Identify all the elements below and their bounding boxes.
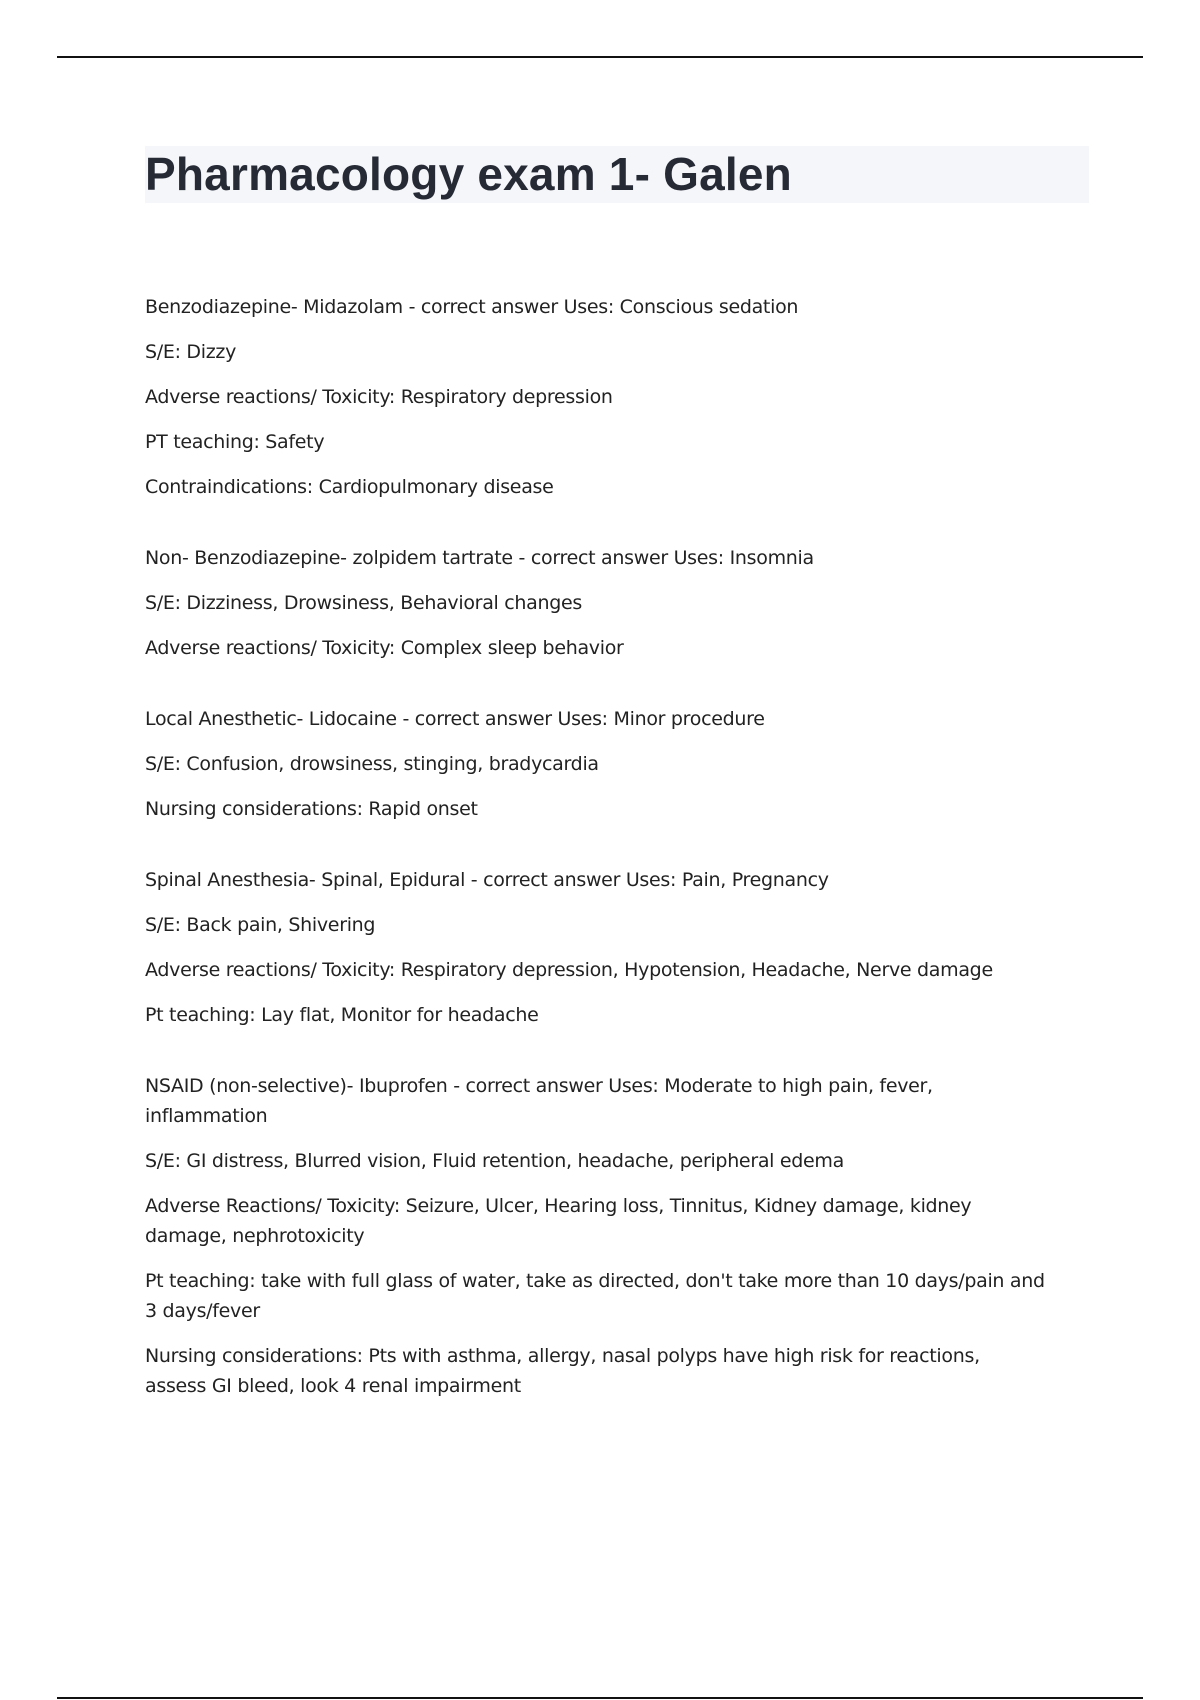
entry-line-pt-teaching: Pt teaching: Lay flat, Monitor for headache xyxy=(145,1004,539,1026)
header-rule xyxy=(57,56,1143,58)
entry-line-uses: Non- Benzodiazepine- zolpidem tartrate - correct answer Uses: Insomnia xyxy=(145,547,814,569)
entry-line-nursing-considerations: Nursing considerations: Pts with asthma, allergy, nasal polyps have high risk for reactions, assess GI bleed, look 4 renal impairment xyxy=(145,1345,980,1397)
entry-line-pt-teaching: PT teaching: Safety xyxy=(145,431,325,453)
entry-line-nursing-considerations: Nursing considerations: Rapid onset xyxy=(145,798,478,820)
document-body xyxy=(145,292,1045,1442)
entry-line-pt-teaching: Pt teaching: take with full glass of water, take as directed, don't take more than 10 days/pain and 3 days/fever xyxy=(145,1270,1045,1322)
drug-entry-lidocaine xyxy=(145,704,1045,824)
entry-line-adverse-reactions: Adverse reactions/ Toxicity: Respiratory depression, Hypotension, Headache, Nerve damage xyxy=(145,959,993,981)
entry-line-adverse-reactions: Adverse Reactions/ Toxicity: Seizure, Ulcer, Hearing loss, Tinnitus, Kidney damage, kidney damage, nephrotoxicity xyxy=(145,1195,972,1247)
drug-entry-spinal-anesthesia xyxy=(145,865,1045,1030)
entry-line-adverse-reactions: Adverse reactions/ Toxicity: Complex sleep behavior xyxy=(145,637,624,659)
entry-line-contraindications: Contraindications: Cardiopulmonary disease xyxy=(145,476,554,498)
footer-rule xyxy=(57,1697,1143,1699)
entry-line-side-effects: S/E: Dizziness, Drowsiness, Behavioral changes xyxy=(145,592,582,614)
entry-line-uses: NSAID (non-selective)- Ibuprofen - correct answer Uses: Moderate to high pain, fever, inflammation xyxy=(145,1075,933,1127)
drug-entry-zolpidem xyxy=(145,543,1045,663)
entry-line-uses: Benzodiazepine- Midazolam - correct answer Uses: Conscious sedation xyxy=(145,296,799,318)
entry-line-uses: Spinal Anesthesia- Spinal, Epidural - correct answer Uses: Pain, Pregnancy xyxy=(145,869,829,891)
entry-line-side-effects: S/E: Back pain, Shivering xyxy=(145,914,376,936)
entry-line-uses: Local Anesthetic- Lidocaine - correct answer Uses: Minor procedure xyxy=(145,708,765,730)
drug-entry-midazolam xyxy=(145,292,1045,502)
drug-entry-ibuprofen xyxy=(145,1071,1045,1401)
document-title: Pharmacology exam 1- Galen xyxy=(145,148,792,200)
entry-line-side-effects: S/E: GI distress, Blurred vision, Fluid retention, headache, peripheral edema xyxy=(145,1150,844,1172)
entry-line-adverse-reactions: Adverse reactions/ Toxicity: Respiratory depression xyxy=(145,386,613,408)
entry-line-side-effects: S/E: Confusion, drowsiness, stinging, bradycardia xyxy=(145,753,599,775)
entry-line-side-effects: S/E: Dizzy xyxy=(145,341,237,363)
